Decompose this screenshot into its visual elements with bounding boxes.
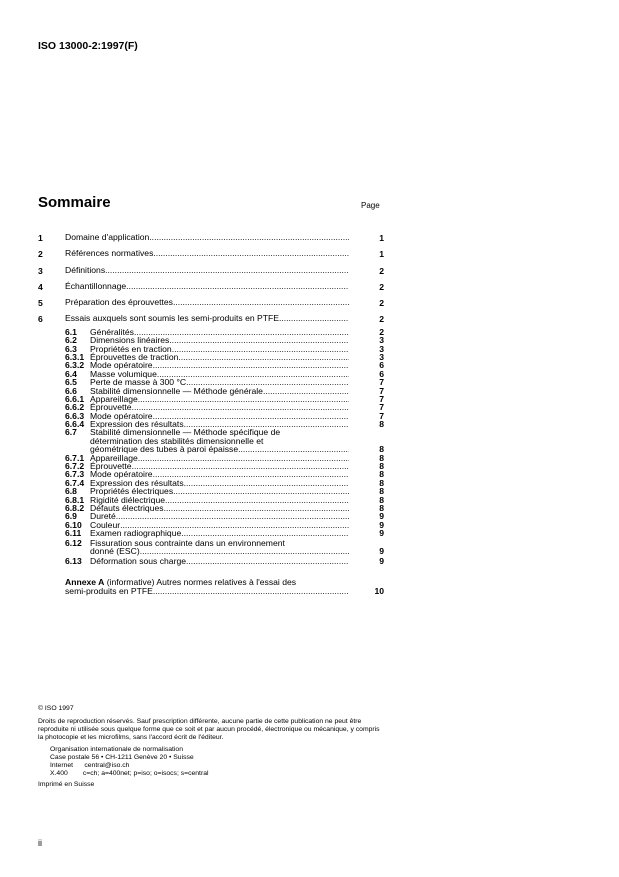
toc-entry-label: Mode opératoire: [90, 410, 153, 421]
toc-entry-label-line: géométrique des tubes à paroi épaisse: [90, 444, 239, 455]
toc-entry-page: 2: [379, 298, 384, 309]
toc-entry-number: 6.6: [65, 385, 77, 396]
toc-entry-page: 8: [379, 452, 384, 463]
leader-dots: [153, 249, 349, 259]
toc-entry-page: 8: [379, 461, 384, 472]
leader-dots: [149, 233, 349, 243]
toc-entry-page: 2: [379, 314, 384, 325]
toc-entry-label: Examen radiographique: [90, 528, 182, 539]
leader-dots: [184, 479, 349, 487]
toc-entry-label: Expression des résultats: [90, 419, 184, 430]
toc-entry-page: 8: [379, 486, 384, 497]
toc-entry-number: 2: [38, 249, 43, 260]
leader-dots: [178, 353, 349, 361]
leader-dots: [138, 454, 349, 462]
toc-entry-label: Dimensions linéaires: [90, 335, 170, 346]
toc-entry-number: 6.3: [65, 343, 77, 354]
internet-address: Internet central@iso.ch: [50, 762, 130, 769]
toc-entry-label: Dureté: [90, 511, 116, 522]
leader-dots: [153, 587, 349, 596]
toc-entry-label: Définitions: [65, 264, 106, 275]
toc-entry-label: Références normatives: [65, 248, 154, 259]
toc-entry-label: Rigidité diélectrique: [90, 494, 165, 505]
toc-entry-page: 2: [379, 265, 384, 276]
annex-label: Annexe A: [65, 576, 105, 587]
toc-entry-page: 1: [379, 249, 384, 260]
toc-entry-page: 3: [379, 335, 384, 346]
copyright-block: [38, 705, 384, 789]
org-name: Organisation internationale de normalisation: [50, 746, 183, 753]
toc-entry-label: Mode opératoire: [90, 360, 153, 371]
toc-entry-page: 7: [379, 385, 384, 396]
leader-dots: [116, 512, 349, 520]
toc-entry-number: 3: [38, 265, 43, 276]
toc-entry-number: 6.8.2: [65, 503, 85, 513]
toc-entry-number: 6.7.4: [65, 477, 85, 488]
toc-entry-page: 6: [379, 360, 384, 371]
toc-page-label: Page: [361, 201, 380, 210]
toc-entry-page: 7: [379, 377, 384, 388]
toc-entry-6-7[interactable]: [38, 428, 384, 453]
toc-entry-page: 6: [379, 368, 384, 379]
toc-entry[interactable]: [38, 233, 384, 249]
toc-entry-label: Essais auxquels sont soumis les semi-produits en PTFE: [65, 313, 279, 324]
toc-entry-page: 7: [379, 393, 384, 404]
toc-entry-6-12[interactable]: [38, 539, 384, 556]
table-of-contents: [38, 233, 384, 596]
toc-entry[interactable]: [38, 249, 384, 265]
leader-dots: [263, 387, 349, 395]
toc-entry-label: Mode opératoire: [90, 469, 153, 480]
leader-dots: [132, 403, 349, 411]
toc-entry-page: 10: [374, 585, 384, 596]
toc-entry-page: 8: [379, 419, 384, 430]
toc-entry-number: 6.1: [65, 326, 77, 337]
toc-entry-number: 6.7.3: [65, 469, 85, 480]
toc-entry-annex-a[interactable]: [38, 578, 384, 596]
publisher-address: [50, 746, 384, 778]
toc-entry-number: 6.6.2: [65, 402, 85, 413]
toc-entry-page: 3: [379, 351, 384, 362]
toc-entry-number: 6.5: [65, 377, 77, 388]
leader-dots: [164, 504, 349, 512]
toc-entry-number: 6.11: [65, 528, 82, 539]
toc-entry-number: 6.6.4: [65, 419, 85, 430]
toc-entry-page: 9: [379, 528, 384, 539]
toc-entry-label: Stabilité dimensionnelle — Méthode générale: [90, 385, 263, 396]
toc-entry-page: 3: [379, 343, 384, 354]
leader-dots: [165, 496, 349, 504]
toc-entry-number: 6.8.1: [65, 494, 85, 505]
toc-entry[interactable]: [38, 298, 384, 314]
toc-entry-label-line: Fissuration sous contrainte dans un environnement: [90, 537, 285, 548]
leader-dots: [153, 361, 349, 369]
toc-entry-label-line: donné (ESC): [90, 545, 140, 556]
toc-entry[interactable]: [38, 266, 384, 282]
toc-entry-page: 9: [379, 545, 384, 556]
toc-entry-label: Appareillage: [90, 393, 138, 404]
leader-dots: [172, 345, 349, 353]
toc-entry-number: 6.8: [65, 486, 77, 497]
toc-entry-page: 8: [379, 469, 384, 480]
leader-dots: [186, 557, 349, 565]
toc-entry-page: 8: [379, 503, 384, 513]
toc-entry-label: Propriétés électriques: [90, 486, 174, 497]
leader-dots: [279, 314, 349, 324]
toc-entry-label: Expression des résultats: [90, 477, 184, 488]
leader-dots: [105, 266, 349, 276]
toc-entry-label: Perte de masse à 300 °C: [90, 377, 187, 388]
toc-entry-number: 6.13: [65, 556, 82, 567]
toc-entry-number: 1: [38, 233, 43, 243]
toc-entry-6-13[interactable]: [38, 557, 384, 565]
toc-entry-label: Appareillage: [90, 452, 138, 463]
toc-entry-number: 6.9: [65, 511, 77, 522]
toc-entry-label: Échantillonnage: [65, 280, 127, 291]
toc-entry-page: 8: [379, 444, 384, 455]
leader-dots: [173, 487, 349, 495]
toc-entry-label: Couleur: [90, 519, 121, 530]
toc-entry-label: Généralités: [90, 326, 134, 337]
toc-entry-label: Domaine d'application: [65, 232, 150, 242]
toc-entry-number: 4: [38, 281, 43, 292]
toc-entry-label: Éprouvette: [90, 461, 132, 472]
x400-address: X.400 c=ch; a=400net; p=iso; o=isocs; s=central: [50, 770, 209, 777]
toc-entry-label: Défauts électriques: [90, 503, 164, 513]
toc-entry-page: 1: [379, 233, 384, 243]
leader-dots: [132, 462, 349, 470]
toc-entry-number: 6.2: [65, 335, 77, 346]
toc-entry-page: 9: [379, 511, 384, 522]
toc-entry-page: 8: [379, 477, 384, 488]
toc-entry-number: 6: [38, 314, 43, 325]
toc-entry-label: Déformation sous charge: [90, 556, 187, 567]
printed-in: Imprimé en Suisse: [38, 781, 95, 788]
toc-entry-label-line: Stabilité dimensionnelle — Méthode spécifique de: [90, 427, 281, 438]
leader-dots: [140, 547, 349, 555]
toc-entry[interactable]: [38, 282, 384, 298]
toc-entry-number: 6.7.1: [65, 452, 85, 463]
annex-title-line: semi-produits en PTFE: [65, 585, 153, 596]
toc-entry-number: 6.10: [65, 519, 82, 530]
postal-address: Case postale 56 • CH-1211 Genève 20 • Suisse: [50, 754, 194, 761]
toc-entry-label: Éprouvettes de traction: [90, 351, 179, 362]
toc-entry-page: 2: [379, 281, 384, 292]
leader-dots: [138, 395, 349, 403]
standard-id: ISO 13000-2:1997(F): [38, 40, 138, 52]
toc-entry-label: Préparation des éprouvettes: [65, 297, 173, 308]
leader-dots: [173, 298, 349, 308]
toc-entry-number: 6.3.2: [65, 360, 85, 371]
toc-entry-label: Masse volumique: [90, 368, 157, 379]
toc-entry-number: 5: [38, 298, 43, 309]
leader-dots: [126, 282, 349, 292]
toc-entry-page: 9: [379, 519, 384, 530]
toc-entry-number: 6.3.1: [65, 351, 85, 362]
toc-entry-page: 7: [379, 402, 384, 413]
toc-title: Sommaire: [38, 194, 111, 211]
toc-entry-number: 6.6.1: [65, 393, 85, 404]
leader-dots: [238, 445, 349, 453]
toc-entry-number: 6.7.2: [65, 461, 85, 472]
toc-entry-page: 7: [379, 410, 384, 421]
toc-entry-label: Propriétés en traction: [90, 343, 172, 354]
toc-entry-number: 6.4: [65, 368, 77, 379]
toc-entry-number: 6.12: [65, 537, 82, 548]
toc-entry-page: 8: [379, 494, 384, 505]
toc-entry-label-line: détermination des stabilités dimensionnelle et: [90, 435, 264, 446]
toc-entry-label: Éprouvette: [90, 402, 132, 413]
toc-entry-page: 9: [379, 556, 384, 567]
rights-statement: Droits de reproduction réservés. Sauf prescription différente, aucune partie de cette publication ne peut être reproduite ni utilisée sous quelque forme que ce soit et par aucun procédé, électronique ou mécanique, y compris la photocopie et les microfilms, sans l'accord écrit de l'éditeur.: [38, 718, 380, 741]
toc-entry-number: 6.7: [65, 427, 77, 438]
toc-entry-number: 6.6.3: [65, 410, 85, 421]
leader-dots: [181, 529, 349, 537]
leader-dots: [169, 336, 349, 344]
page-number: ii: [38, 838, 42, 848]
toc-entry-page: 2: [379, 326, 384, 337]
toc-entry[interactable]: [38, 529, 384, 537]
copyright-notice: © ISO 1997: [38, 705, 74, 712]
annex-title: (informative) Autres normes relatives à l'essai des: [104, 576, 297, 587]
